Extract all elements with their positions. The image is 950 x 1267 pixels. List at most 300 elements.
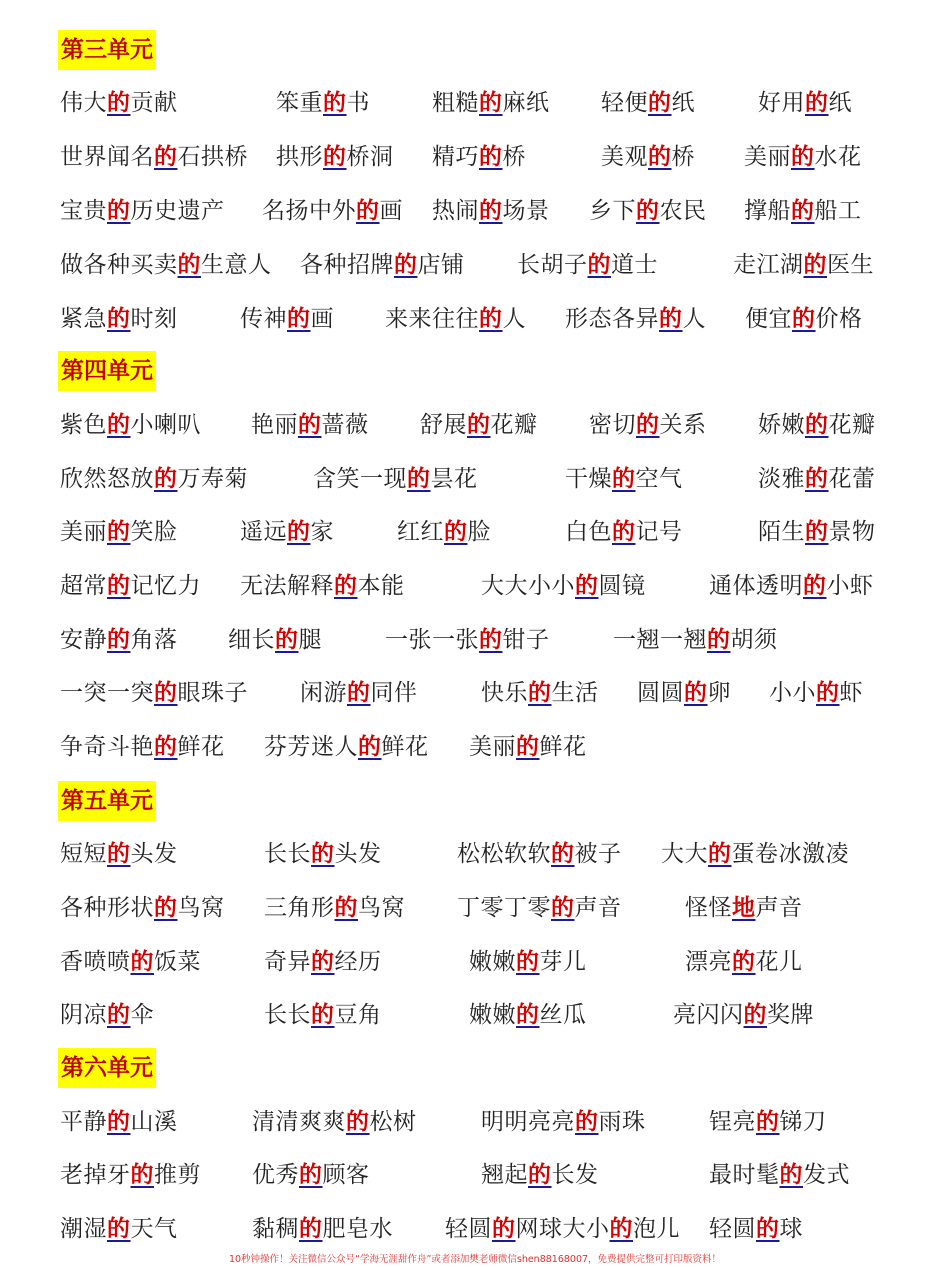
phrase-text: 无法解释 bbox=[240, 573, 334, 599]
phrase-text: 宝贵 bbox=[60, 198, 107, 224]
phrase-text: 安静 bbox=[60, 627, 107, 653]
phrase-text: 各种形状 bbox=[60, 895, 154, 921]
structural-particle: 的 bbox=[479, 197, 503, 224]
structural-particle: 的 bbox=[636, 411, 660, 438]
phrase-row bbox=[0, 86, 950, 140]
phrase bbox=[60, 302, 178, 336]
phrase bbox=[745, 302, 863, 336]
phrase-text: 万寿菊 bbox=[177, 466, 248, 492]
phrase bbox=[60, 462, 248, 496]
structural-particle: 的 bbox=[492, 1215, 516, 1242]
structural-particle: 的 bbox=[107, 197, 131, 224]
structural-particle: 的 bbox=[107, 626, 131, 653]
structural-particle: 的 bbox=[659, 305, 683, 332]
phrase-text: 腿 bbox=[298, 627, 322, 653]
phrase-text: 阴凉 bbox=[60, 1002, 107, 1028]
structural-particle: 的 bbox=[311, 948, 335, 975]
phrase-text: 球 bbox=[779, 1216, 803, 1242]
structural-particle: 的 bbox=[311, 840, 335, 867]
phrase bbox=[758, 86, 852, 120]
phrase-text: 花瓣 bbox=[490, 412, 538, 438]
phrase-row bbox=[0, 248, 950, 302]
phrase bbox=[469, 998, 587, 1032]
phrase-text: 鲜花 bbox=[539, 734, 587, 760]
structural-particle: 的 bbox=[311, 1001, 335, 1028]
phrase bbox=[240, 302, 334, 336]
phrase bbox=[481, 569, 646, 603]
phrase bbox=[60, 408, 201, 442]
structural-particle: 的 bbox=[479, 89, 503, 116]
phrase-text: 芬芳迷人 bbox=[264, 734, 358, 760]
phrase bbox=[264, 891, 405, 925]
phrase-text: 做各种买卖 bbox=[60, 252, 178, 278]
structural-particle: 的 bbox=[154, 733, 178, 760]
structural-particle: 的 bbox=[154, 894, 178, 921]
phrase bbox=[601, 86, 695, 120]
phrase-text: 网球大小 bbox=[515, 1216, 610, 1242]
phrase-text: 记忆力 bbox=[130, 573, 201, 599]
structural-particle: 的 bbox=[356, 197, 380, 224]
phrase bbox=[60, 1105, 178, 1139]
phrase-text: 走江湖 bbox=[733, 252, 804, 278]
phrase-text: 传神 bbox=[240, 306, 287, 332]
phrase-text: 家 bbox=[310, 519, 334, 545]
phrase-text: 天气 bbox=[130, 1216, 178, 1242]
structural-particle: 的 bbox=[323, 89, 347, 116]
structural-particle: 的 bbox=[756, 1108, 780, 1135]
structural-particle: 的 bbox=[805, 465, 829, 492]
phrase-text: 松树 bbox=[369, 1109, 417, 1135]
phrase-text: 胡须 bbox=[730, 627, 778, 653]
phrase-text: 被子 bbox=[574, 841, 622, 867]
structural-particle: 的 bbox=[298, 411, 322, 438]
phrase-text: 豆角 bbox=[334, 1002, 382, 1028]
structural-particle: 的 bbox=[287, 305, 311, 332]
phrase-text: 紫色 bbox=[60, 412, 107, 438]
structural-particle: 的 bbox=[516, 948, 540, 975]
phrase-text: 清清爽爽 bbox=[252, 1109, 346, 1135]
phrase bbox=[420, 408, 538, 442]
structural-particle: 的 bbox=[648, 143, 672, 170]
phrase-text: 三角形 bbox=[264, 895, 335, 921]
phrase bbox=[60, 140, 248, 174]
phrase-text: 卵 bbox=[707, 680, 731, 706]
phrase bbox=[709, 1212, 803, 1246]
phrase-text: 蛋卷冰激凌 bbox=[731, 841, 849, 867]
phrase bbox=[264, 730, 429, 764]
phrase bbox=[251, 408, 369, 442]
phrase-text: 老掉牙 bbox=[60, 1162, 131, 1188]
phrase-text: 同伴 bbox=[370, 680, 418, 706]
phrase-text: 轻圆 bbox=[445, 1216, 492, 1242]
phrase-text: 丝瓜 bbox=[539, 1002, 587, 1028]
phrase-text: 乡下 bbox=[589, 198, 636, 224]
unit-heading: 第六单元 bbox=[58, 1048, 156, 1088]
phrase-text: 便宜 bbox=[745, 306, 792, 332]
phrase-text: 人 bbox=[502, 306, 526, 332]
phrase-text: 白色 bbox=[565, 519, 612, 545]
phrase-text: 明明亮亮 bbox=[481, 1109, 575, 1135]
phrase-text: 历史遗产 bbox=[130, 198, 225, 224]
phrase-text: 桥洞 bbox=[346, 144, 394, 170]
phrase-text: 人 bbox=[682, 306, 706, 332]
phrase-text: 超常 bbox=[60, 573, 107, 599]
phrase bbox=[313, 462, 478, 496]
phrase bbox=[252, 1105, 417, 1139]
phrase bbox=[264, 998, 382, 1032]
phrase-text: 纸 bbox=[828, 90, 852, 116]
phrase bbox=[517, 248, 658, 282]
phrase bbox=[758, 462, 876, 496]
structural-particle: 的 bbox=[791, 197, 815, 224]
structural-particle: 的 bbox=[609, 1215, 633, 1242]
phrase bbox=[385, 623, 550, 657]
phrase-text: 头发 bbox=[334, 841, 382, 867]
phrase bbox=[469, 730, 587, 764]
phrase-text: 美观 bbox=[601, 144, 648, 170]
phrase-text: 圆镜 bbox=[598, 573, 646, 599]
phrase-text: 推剪 bbox=[154, 1162, 201, 1188]
phrase-text: 花瓣 bbox=[828, 412, 876, 438]
structural-particle: 的 bbox=[575, 572, 599, 599]
phrase bbox=[252, 1212, 393, 1246]
phrase-text: 关系 bbox=[659, 412, 707, 438]
phrase bbox=[481, 1158, 599, 1192]
phrase bbox=[432, 194, 550, 228]
phrase bbox=[252, 1158, 370, 1192]
phrase bbox=[264, 837, 382, 871]
phrase bbox=[432, 86, 550, 120]
structural-particle: 的 bbox=[394, 251, 418, 278]
phrase-text: 香喷喷 bbox=[60, 949, 131, 975]
phrase bbox=[685, 891, 803, 925]
phrase bbox=[60, 945, 201, 979]
phrase-row bbox=[0, 515, 950, 569]
phrase-text: 桥 bbox=[502, 144, 526, 170]
phrase bbox=[589, 408, 707, 442]
phrase bbox=[565, 302, 706, 336]
phrase bbox=[300, 676, 418, 710]
structural-particle: 的 bbox=[177, 251, 201, 278]
phrase-text: 声音 bbox=[574, 895, 622, 921]
phrase-text: 泡儿 bbox=[633, 1216, 680, 1242]
phrase-text: 亮闪闪 bbox=[673, 1002, 744, 1028]
phrase-text: 经历 bbox=[334, 949, 382, 975]
phrase-text: 虾 bbox=[839, 680, 863, 706]
phrase-text: 短短 bbox=[60, 841, 107, 867]
structural-particle: 的 bbox=[528, 679, 552, 706]
phrase bbox=[769, 676, 863, 710]
phrase bbox=[300, 248, 465, 282]
phrase-text: 笑脸 bbox=[130, 519, 178, 545]
phrase-row bbox=[0, 408, 950, 462]
phrase bbox=[637, 676, 731, 710]
structural-particle: 的 bbox=[805, 411, 829, 438]
phrase bbox=[661, 837, 849, 871]
phrase-text: 花蕾 bbox=[828, 466, 876, 492]
phrase-text: 怪怪 bbox=[685, 895, 732, 921]
phrase bbox=[60, 730, 225, 764]
phrase bbox=[709, 1158, 850, 1192]
phrase-text: 钳子 bbox=[502, 627, 550, 653]
phrase-text: 争奇斗艳 bbox=[60, 734, 154, 760]
unit-heading: 第五单元 bbox=[58, 781, 156, 821]
phrase-text: 店铺 bbox=[417, 252, 465, 278]
phrase-text: 奖牌 bbox=[767, 1002, 814, 1028]
phrase-text: 脸 bbox=[467, 519, 491, 545]
phrase-row bbox=[0, 302, 950, 356]
phrase-text: 轻便 bbox=[601, 90, 648, 116]
phrase-text: 蔷薇 bbox=[321, 412, 369, 438]
phrase bbox=[733, 248, 874, 282]
phrase bbox=[60, 248, 272, 282]
phrase-text: 陌生 bbox=[758, 519, 805, 545]
structural-particle: 的 bbox=[805, 518, 829, 545]
phrase-text: 景物 bbox=[828, 519, 876, 545]
structural-particle: 的 bbox=[287, 518, 311, 545]
structural-particle: 的 bbox=[334, 572, 358, 599]
phrase-text: 拱形 bbox=[276, 144, 323, 170]
phrase-text: 画 bbox=[379, 198, 403, 224]
structural-particle: 的 bbox=[107, 1108, 131, 1135]
phrase-row bbox=[0, 891, 950, 945]
structural-particle: 的 bbox=[107, 411, 131, 438]
phrase-text: 形态各异 bbox=[565, 306, 659, 332]
phrase-text: 翘起 bbox=[481, 1162, 528, 1188]
phrase-text: 名扬中外 bbox=[262, 198, 356, 224]
phrase bbox=[60, 569, 201, 603]
phrase-text: 一突一突 bbox=[60, 680, 154, 706]
phrase bbox=[264, 945, 382, 979]
phrase-row bbox=[0, 140, 950, 194]
phrase-text: 鸟窝 bbox=[358, 895, 405, 921]
structural-particle: 的 bbox=[516, 733, 540, 760]
structural-particle: 的 bbox=[707, 626, 731, 653]
phrase-text: 本能 bbox=[357, 573, 405, 599]
structural-particle: 的 bbox=[107, 572, 131, 599]
phrase-text: 嫩嫩 bbox=[469, 949, 516, 975]
phrase-text: 锑刀 bbox=[779, 1109, 827, 1135]
phrase bbox=[589, 194, 707, 228]
structural-particle: 的 bbox=[779, 1161, 803, 1188]
phrase-row bbox=[0, 1105, 950, 1159]
phrase bbox=[60, 1158, 201, 1192]
phrase bbox=[744, 140, 862, 174]
phrase bbox=[709, 1105, 827, 1139]
phrase-text: 最时髦 bbox=[709, 1162, 780, 1188]
phrase-text: 来来往往 bbox=[385, 306, 479, 332]
phrase-text: 通体透明 bbox=[709, 573, 803, 599]
phrase bbox=[60, 837, 178, 871]
structural-particle: 的 bbox=[708, 840, 732, 867]
structural-particle: 的 bbox=[444, 518, 468, 545]
structural-particle: 的 bbox=[551, 840, 575, 867]
phrase-text: 美丽 bbox=[744, 144, 791, 170]
phrase-text: 黏稠 bbox=[252, 1216, 299, 1242]
structural-particle: 的 bbox=[792, 305, 816, 332]
phrase-text: 圆圆 bbox=[637, 680, 684, 706]
structural-particle: 的 bbox=[275, 626, 299, 653]
phrase-text: 雨珠 bbox=[598, 1109, 646, 1135]
phrase-text: 松松软软 bbox=[457, 841, 551, 867]
structural-particle: 的 bbox=[803, 572, 827, 599]
phrase-row bbox=[0, 730, 950, 784]
phrase-text: 价格 bbox=[815, 306, 863, 332]
phrase-text: 发式 bbox=[803, 1162, 850, 1188]
phrase bbox=[60, 515, 178, 549]
phrase-text: 好用 bbox=[758, 90, 805, 116]
structural-particle: 的 bbox=[575, 1108, 599, 1135]
structural-particle: 的 bbox=[648, 89, 672, 116]
phrase-text: 美丽 bbox=[469, 734, 516, 760]
phrase-text: 一张一张 bbox=[385, 627, 479, 653]
phrase bbox=[673, 998, 814, 1032]
phrase bbox=[60, 676, 248, 710]
phrase-text: 一翘一翘 bbox=[613, 627, 707, 653]
phrase-text: 医生 bbox=[827, 252, 874, 278]
structural-particle: 的 bbox=[479, 305, 503, 332]
phrase-text: 昙花 bbox=[430, 466, 478, 492]
phrase-text: 平静 bbox=[60, 1109, 107, 1135]
phrase-row bbox=[0, 462, 950, 516]
phrase-text: 欣然怒放 bbox=[60, 466, 154, 492]
phrase bbox=[432, 140, 526, 174]
structural-particle: 的 bbox=[107, 840, 131, 867]
phrase-text: 长长 bbox=[264, 1002, 311, 1028]
phrase-row bbox=[0, 194, 950, 248]
phrase-text: 角落 bbox=[130, 627, 178, 653]
phrase bbox=[397, 515, 491, 549]
structural-particle: 的 bbox=[732, 948, 756, 975]
phrase bbox=[758, 408, 876, 442]
structural-particle: 的 bbox=[130, 1161, 154, 1188]
phrase-text: 肥皂水 bbox=[322, 1216, 393, 1242]
phrase-text: 芽儿 bbox=[539, 949, 587, 975]
phrase bbox=[240, 515, 334, 549]
phrase-text: 鲜花 bbox=[177, 734, 225, 760]
phrase-text: 闲游 bbox=[300, 680, 347, 706]
phrase-text: 长胡子 bbox=[517, 252, 588, 278]
structural-particle: 的 bbox=[334, 894, 358, 921]
phrase-text: 艳丽 bbox=[251, 412, 298, 438]
phrase bbox=[457, 891, 622, 925]
phrase-row bbox=[0, 676, 950, 730]
structural-particle: 的 bbox=[612, 465, 636, 492]
phrase-text: 鸟窝 bbox=[177, 895, 225, 921]
phrase bbox=[457, 837, 622, 871]
phrase bbox=[60, 623, 178, 657]
phrase-text: 潮湿 bbox=[60, 1216, 107, 1242]
phrase-text: 紧急 bbox=[60, 306, 107, 332]
phrase bbox=[60, 891, 225, 925]
phrase-text: 山溪 bbox=[130, 1109, 178, 1135]
phrase-text: 轻圆 bbox=[709, 1216, 756, 1242]
phrase-text: 伞 bbox=[130, 1002, 154, 1028]
phrase-text: 娇嫩 bbox=[758, 412, 805, 438]
phrase-text: 长长 bbox=[264, 841, 311, 867]
structural-particle: 的 bbox=[154, 143, 178, 170]
structural-particle: 的 bbox=[154, 465, 178, 492]
phrase-text: 红红 bbox=[397, 519, 444, 545]
phrase-text: 丁零丁零 bbox=[457, 895, 551, 921]
phrase-text: 奇异 bbox=[264, 949, 311, 975]
structural-particle: 的 bbox=[323, 143, 347, 170]
phrase bbox=[709, 569, 874, 603]
phrase-text: 各种招牌 bbox=[300, 252, 394, 278]
structural-particle: 的 bbox=[528, 1161, 552, 1188]
phrase-row bbox=[0, 623, 950, 677]
phrase bbox=[565, 462, 683, 496]
phrase-text: 眼珠子 bbox=[177, 680, 248, 706]
structural-particle: 的 bbox=[816, 679, 840, 706]
phrase-text: 书 bbox=[346, 90, 370, 116]
phrase-text: 粗糙 bbox=[432, 90, 479, 116]
phrase-text: 长发 bbox=[551, 1162, 599, 1188]
phrase-text: 顾客 bbox=[322, 1162, 370, 1188]
structural-particle: 的 bbox=[684, 679, 708, 706]
phrase-text: 场景 bbox=[502, 198, 550, 224]
structural-particle: 的 bbox=[407, 465, 431, 492]
phrase-text: 优秀 bbox=[252, 1162, 299, 1188]
structural-particle: 的 bbox=[791, 143, 815, 170]
phrase bbox=[613, 623, 778, 657]
phrase-text: 遥远 bbox=[240, 519, 287, 545]
structural-particle: 的 bbox=[636, 197, 660, 224]
phrase-text: 世界闻名 bbox=[60, 144, 154, 170]
phrase bbox=[481, 676, 599, 710]
phrase-text: 桥 bbox=[671, 144, 695, 170]
phrase-text: 伟大 bbox=[60, 90, 107, 116]
unit-heading: 第四单元 bbox=[58, 351, 156, 391]
phrase-text: 石拱桥 bbox=[177, 144, 248, 170]
phrase-text: 小虾 bbox=[826, 573, 874, 599]
structural-particle: 的 bbox=[154, 679, 178, 706]
structural-particle: 的 bbox=[516, 1001, 540, 1028]
structural-particle: 地 bbox=[732, 894, 756, 921]
structural-particle: 的 bbox=[346, 1108, 370, 1135]
phrase bbox=[758, 515, 876, 549]
phrase bbox=[60, 194, 225, 228]
phrase bbox=[228, 623, 322, 657]
phrase-text: 细长 bbox=[228, 627, 275, 653]
structural-particle: 的 bbox=[479, 626, 503, 653]
phrase-text: 大大 bbox=[661, 841, 708, 867]
structural-particle: 的 bbox=[551, 894, 575, 921]
unit-heading: 第三单元 bbox=[58, 30, 156, 70]
phrase bbox=[240, 569, 405, 603]
structural-particle: 的 bbox=[587, 251, 611, 278]
structural-particle: 的 bbox=[130, 948, 154, 975]
phrase-row bbox=[0, 945, 950, 999]
phrase-text: 生活 bbox=[551, 680, 599, 706]
structural-particle: 的 bbox=[805, 89, 829, 116]
phrase bbox=[276, 86, 370, 120]
phrase bbox=[60, 1212, 178, 1246]
phrase bbox=[262, 194, 403, 228]
phrase-text: 大大小小 bbox=[481, 573, 575, 599]
phrase-row bbox=[0, 837, 950, 891]
phrase-text: 声音 bbox=[755, 895, 803, 921]
phrase-text: 时刻 bbox=[130, 306, 178, 332]
phrase bbox=[601, 140, 695, 174]
phrase-text: 船工 bbox=[814, 198, 862, 224]
structural-particle: 的 bbox=[612, 518, 636, 545]
structural-particle: 的 bbox=[743, 1001, 767, 1028]
phrase-text: 水花 bbox=[814, 144, 862, 170]
phrase bbox=[685, 945, 803, 979]
structural-particle: 的 bbox=[107, 89, 131, 116]
phrase-text: 快乐 bbox=[481, 680, 528, 706]
